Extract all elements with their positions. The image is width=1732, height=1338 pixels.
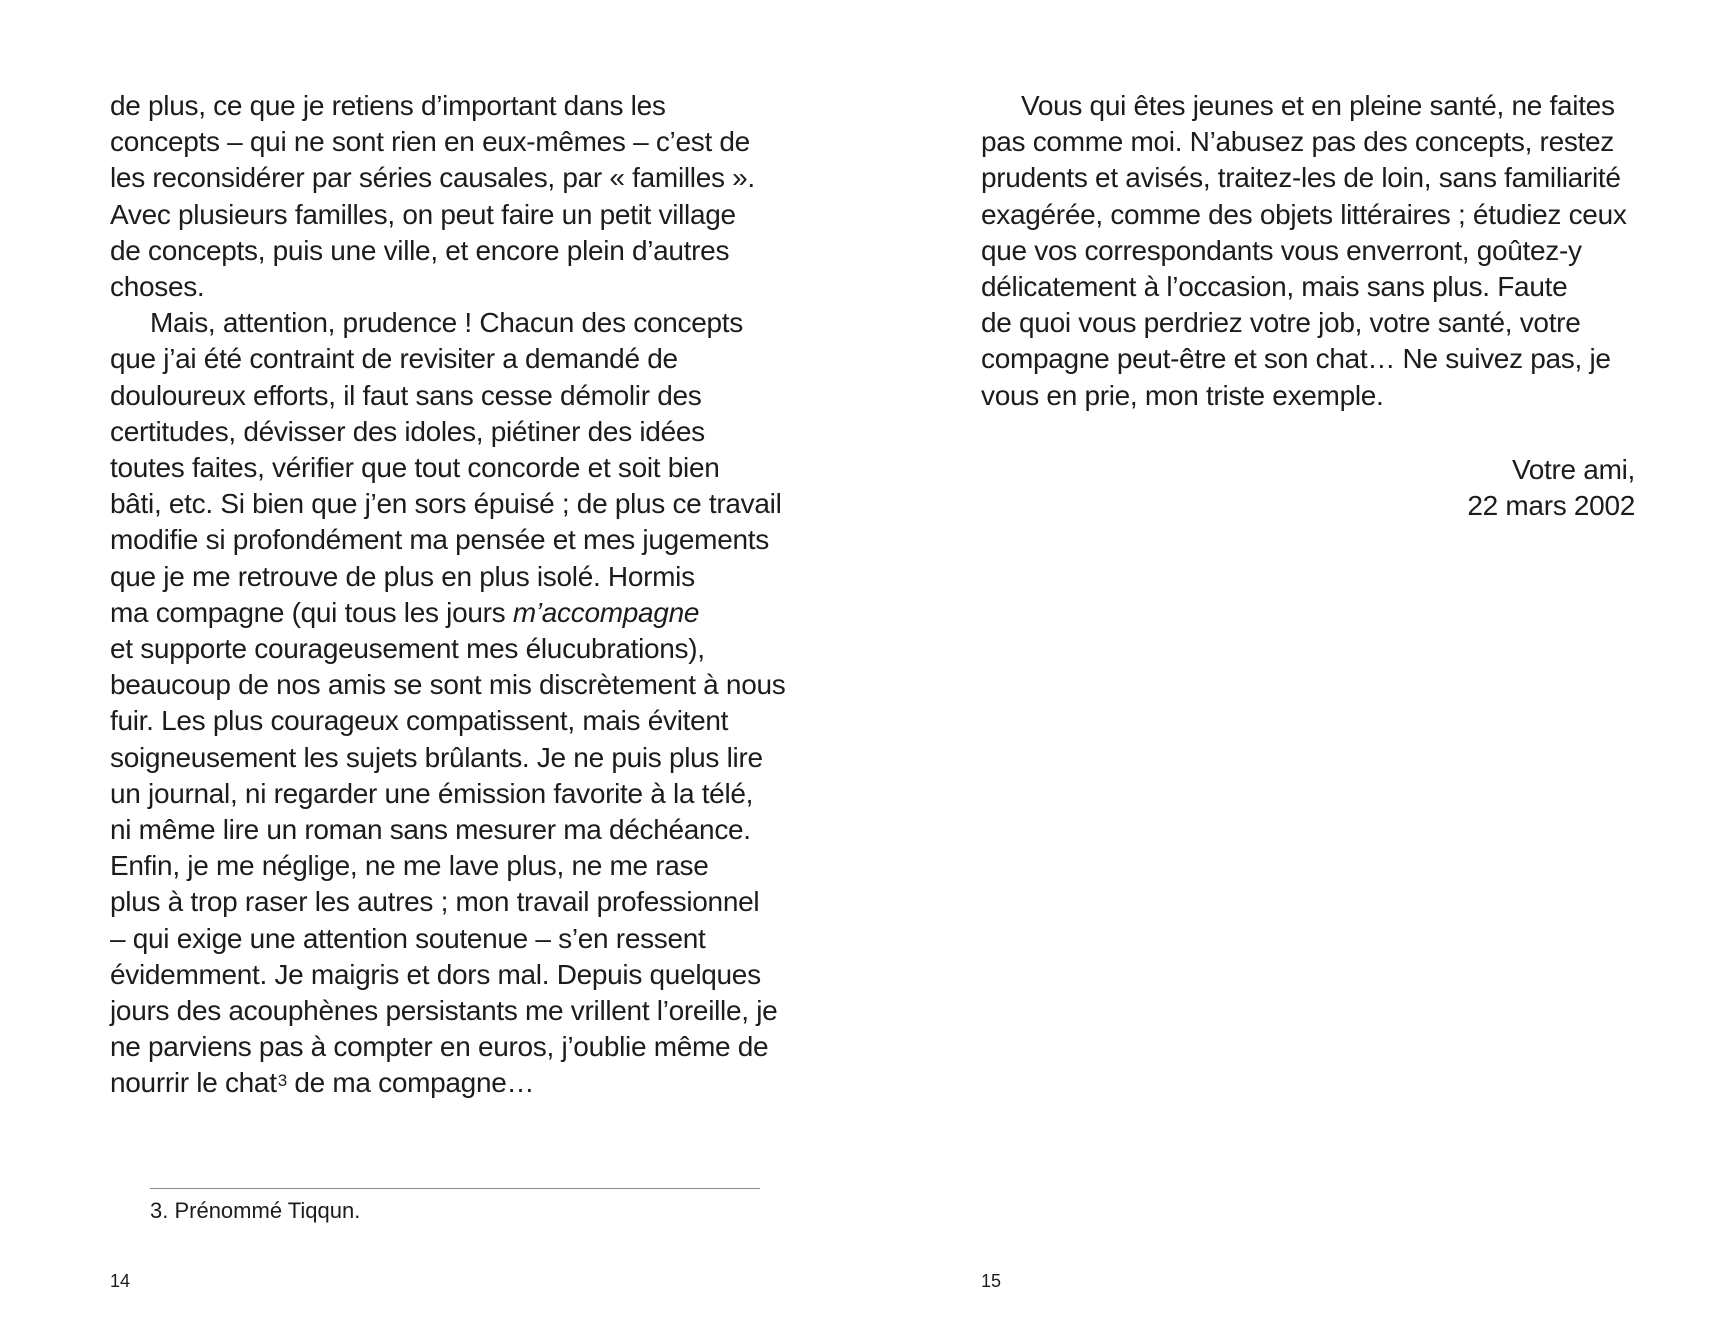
text-segment: de ma compagne… (294, 1067, 535, 1099)
text-line: bâti, etc. Si bien que j’en sors épuisé ; de plus ce travail (110, 488, 782, 520)
text-line: fuir. Les plus courageux compatissent, mais évitent (110, 705, 729, 737)
text-line: douloureux efforts, il faut sans cesse démolir des (110, 379, 702, 411)
text-line: délicatement à l’occasion, mais sans plus. Faute (981, 271, 1568, 303)
text-line: que je me retrouve de plus en plus isolé. Hormis (110, 560, 695, 592)
closing: Votre ami, (1511, 454, 1635, 485)
page-number: 15 (981, 1271, 1002, 1291)
text-line-with-italic (110, 595, 770, 631)
page-number: 14 (110, 1271, 131, 1291)
text-line: de plus, ce que je retiens d’important dans les (110, 90, 666, 121)
text-line: et supporte courageusement mes élucubrations), (110, 633, 705, 665)
text-line: prudents et avisés, traitez-les de loin, sans familiarité (981, 162, 1621, 194)
text-line: choses. (110, 271, 205, 303)
text-line: évidemment. Je maigris et dors mal. Depuis quelques (110, 958, 761, 990)
text-line: beaucoup de nos amis se sont mis discrètement à nous (110, 669, 786, 701)
text-line: Avec plusieurs familles, on peut faire un petit village (110, 198, 736, 230)
text-line: jours des acouphènes persistants me vrillent l’oreille, je (110, 995, 778, 1027)
text-line: un journal, ni regarder une émission favorite à la télé, (110, 777, 754, 809)
text-line: soigneusement les sujets brûlants. Je ne puis plus lire (110, 741, 763, 773)
text-line: de quoi vous perdriez votre job, votre santé, votre (981, 307, 1581, 339)
paragraph-start-line: Mais, attention, prudence ! Chacun des concepts (150, 307, 743, 339)
text-line: que j’ai été contraint de revisiter a demandé de (110, 343, 678, 375)
text-line-with-footnote (110, 1065, 770, 1101)
text-line: vous en prie, mon triste exemple. (981, 379, 1384, 411)
text-line: ni même lire un roman sans mesurer ma déchéance. (110, 814, 751, 846)
text-line: plus à trop raser les autres ; mon travail professionnel (110, 886, 760, 918)
left-page-text (110, 88, 786, 1102)
text-line: modifie si profondément ma pensée et mes jugements (110, 524, 769, 556)
footnote-reference[interactable]: 3 (277, 1071, 287, 1091)
right-page-text (981, 88, 1627, 414)
text-line: ne parviens pas à compter en euros, j’oublie même de (110, 1031, 769, 1063)
italic-word: m’accompagne (512, 596, 700, 628)
text-segment: ma compagne (qui tous les jours (110, 596, 506, 628)
text-line: toutes faites, vérifier que tout concorde et soit bien (110, 452, 720, 484)
right-page (866, 0, 1732, 1338)
paragraph-start-line: Vous qui êtes jeunes et en pleine santé, ne faites (1021, 90, 1615, 121)
text-line: exagérée, comme des objets littéraires ; étudiez ceux (981, 198, 1627, 230)
text-line: – qui exige une attention soutenue – s’en ressent (110, 922, 706, 954)
text-line: pas comme moi. N’abusez pas des concepts, restez (981, 126, 1615, 158)
text-line: concepts – qui ne sont rien en eux-mêmes – c’est de (110, 126, 750, 158)
signature-block (1235, 452, 1635, 524)
footnote: 3. Prénommé Tiqqun. (150, 1198, 361, 1223)
text-line: certitudes, dévisser des idoles, piétiner des idées (110, 415, 705, 447)
text-line: que vos correspondants vous enverront, goûtez-y (981, 234, 1582, 266)
footnote-divider (150, 1188, 760, 1189)
text-line: compagne peut-être et son chat… Ne suivez pas, je (981, 343, 1611, 375)
text-segment: nourrir le chat (110, 1067, 277, 1099)
text-line: les reconsidérer par séries causales, par « familles ». (110, 162, 755, 194)
text-line: de concepts, puis une ville, et encore plein d’autres (110, 234, 730, 266)
letter-date: 22 mars 2002 (1467, 490, 1635, 522)
text-line: Enfin, je me néglige, ne me lave plus, ne me rase (110, 850, 709, 882)
